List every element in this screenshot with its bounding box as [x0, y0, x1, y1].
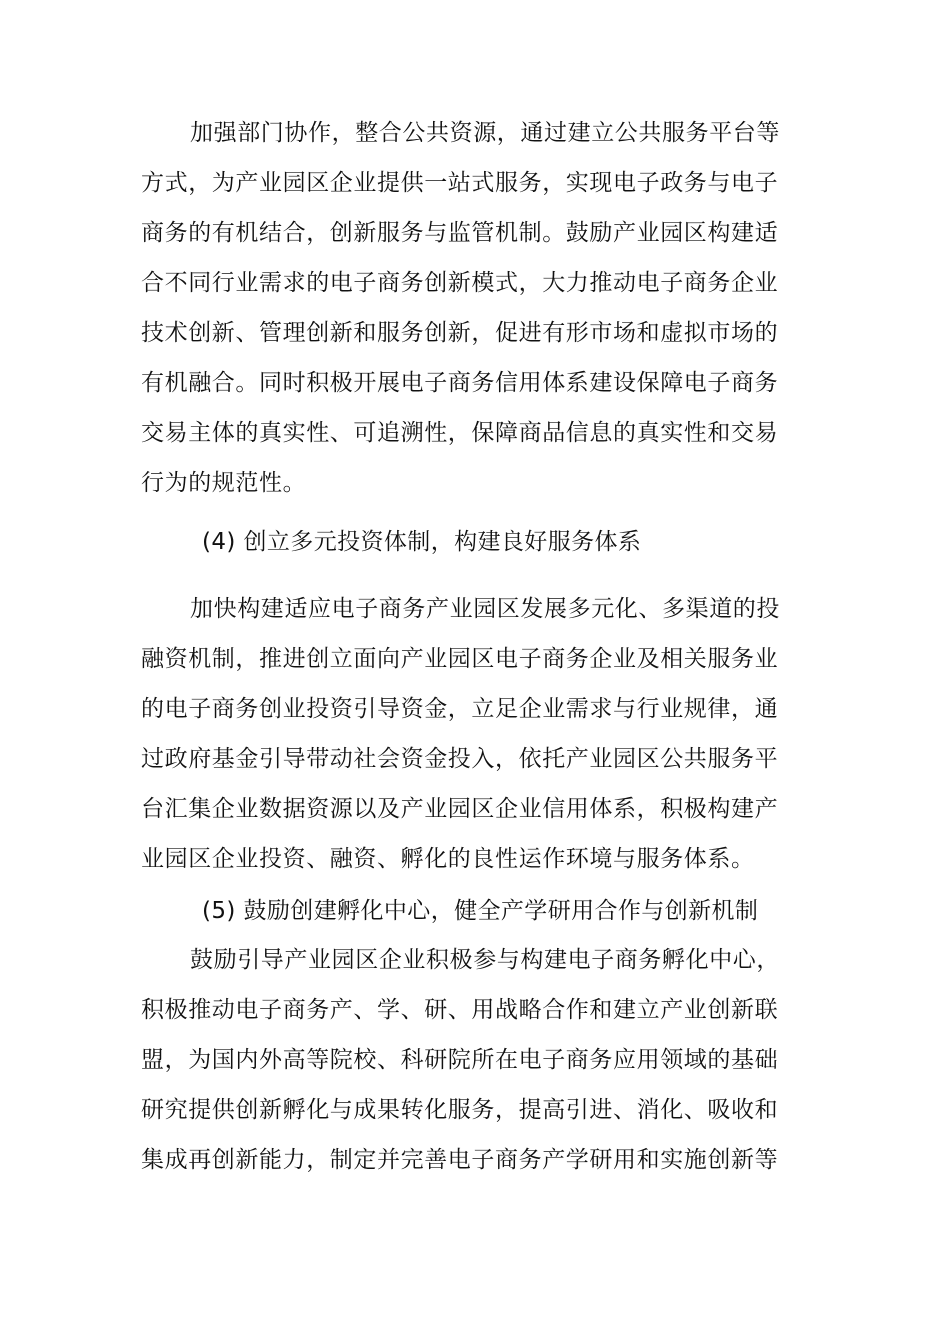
paragraph-1-line-3: 商务的有机结合，创新服务与监管机制。鼓励产业园区构建适 — [141, 220, 779, 246]
paragraph-1-line-5: 技术创新、管理创新和服务创新，促进有形市场和虚拟市场的 — [141, 320, 779, 346]
paragraph-2-line-4: 过政府基金引导带动社会资金投入，依托产业园区公共服务平 — [141, 746, 779, 772]
paragraph-1-line-1: 加强部门协作，整合公共资源，通过建立公共服务平台等 — [190, 120, 780, 146]
section-heading-5: (5) 鼓励创建孵化中心，健全产学研用合作与创新机制 — [202, 898, 759, 924]
section-heading-4: (4) 创立多元投资体制，构建良好服务体系 — [202, 529, 642, 555]
paragraph-2-line-6: 业园区企业投资、融资、孵化的良性运作环境与服务体系。 — [141, 846, 755, 872]
paragraph-3-line-5: 集成再创新能力，制定并完善电子商务产学研用和实施创新等 — [141, 1147, 779, 1173]
paragraph-1-line-6: 有机融合。同时积极开展电子商务信用体系建设保障电子商务 — [141, 370, 779, 396]
paragraph-1-line-2: 方式，为产业园区企业提供一站式服务，实现电子政务与电子 — [141, 170, 779, 196]
paragraph-3-line-3: 盟，为国内外高等院校、科研院所在电子商务应用领域的基础 — [141, 1047, 779, 1073]
paragraph-2-line-1: 加快构建适应电子商务产业园区发展多元化、多渠道的投 — [190, 596, 780, 622]
paragraph-3-line-1: 鼓励引导产业园区企业积极参与构建电子商务孵化中心， — [190, 947, 780, 973]
paragraph-1-line-4: 合不同行业需求的电子商务创新模式，大力推动电子商务企业 — [141, 270, 779, 296]
paragraph-3-line-4: 研究提供创新孵化与成果转化服务，提高引进、消化、吸收和 — [141, 1097, 779, 1123]
paragraph-3-line-2: 积极推动电子商务产、学、研、用战略合作和建立产业创新联 — [141, 997, 779, 1023]
paragraph-2-line-5: 台汇集企业数据资源以及产业园区企业信用体系，积极构建产 — [141, 796, 779, 822]
paragraph-2-line-3: 的电子商务创业投资引导资金，立足企业需求与行业规律，通 — [141, 696, 779, 722]
paragraph-2-line-2: 融资机制，推进创立面向产业园区电子商务企业及相关服务业 — [141, 646, 779, 672]
paragraph-1-line-7: 交易主体的真实性、可追溯性，保障商品信息的真实性和交易 — [141, 420, 779, 446]
paragraph-1-line-8: 行为的规范性。 — [141, 470, 307, 496]
